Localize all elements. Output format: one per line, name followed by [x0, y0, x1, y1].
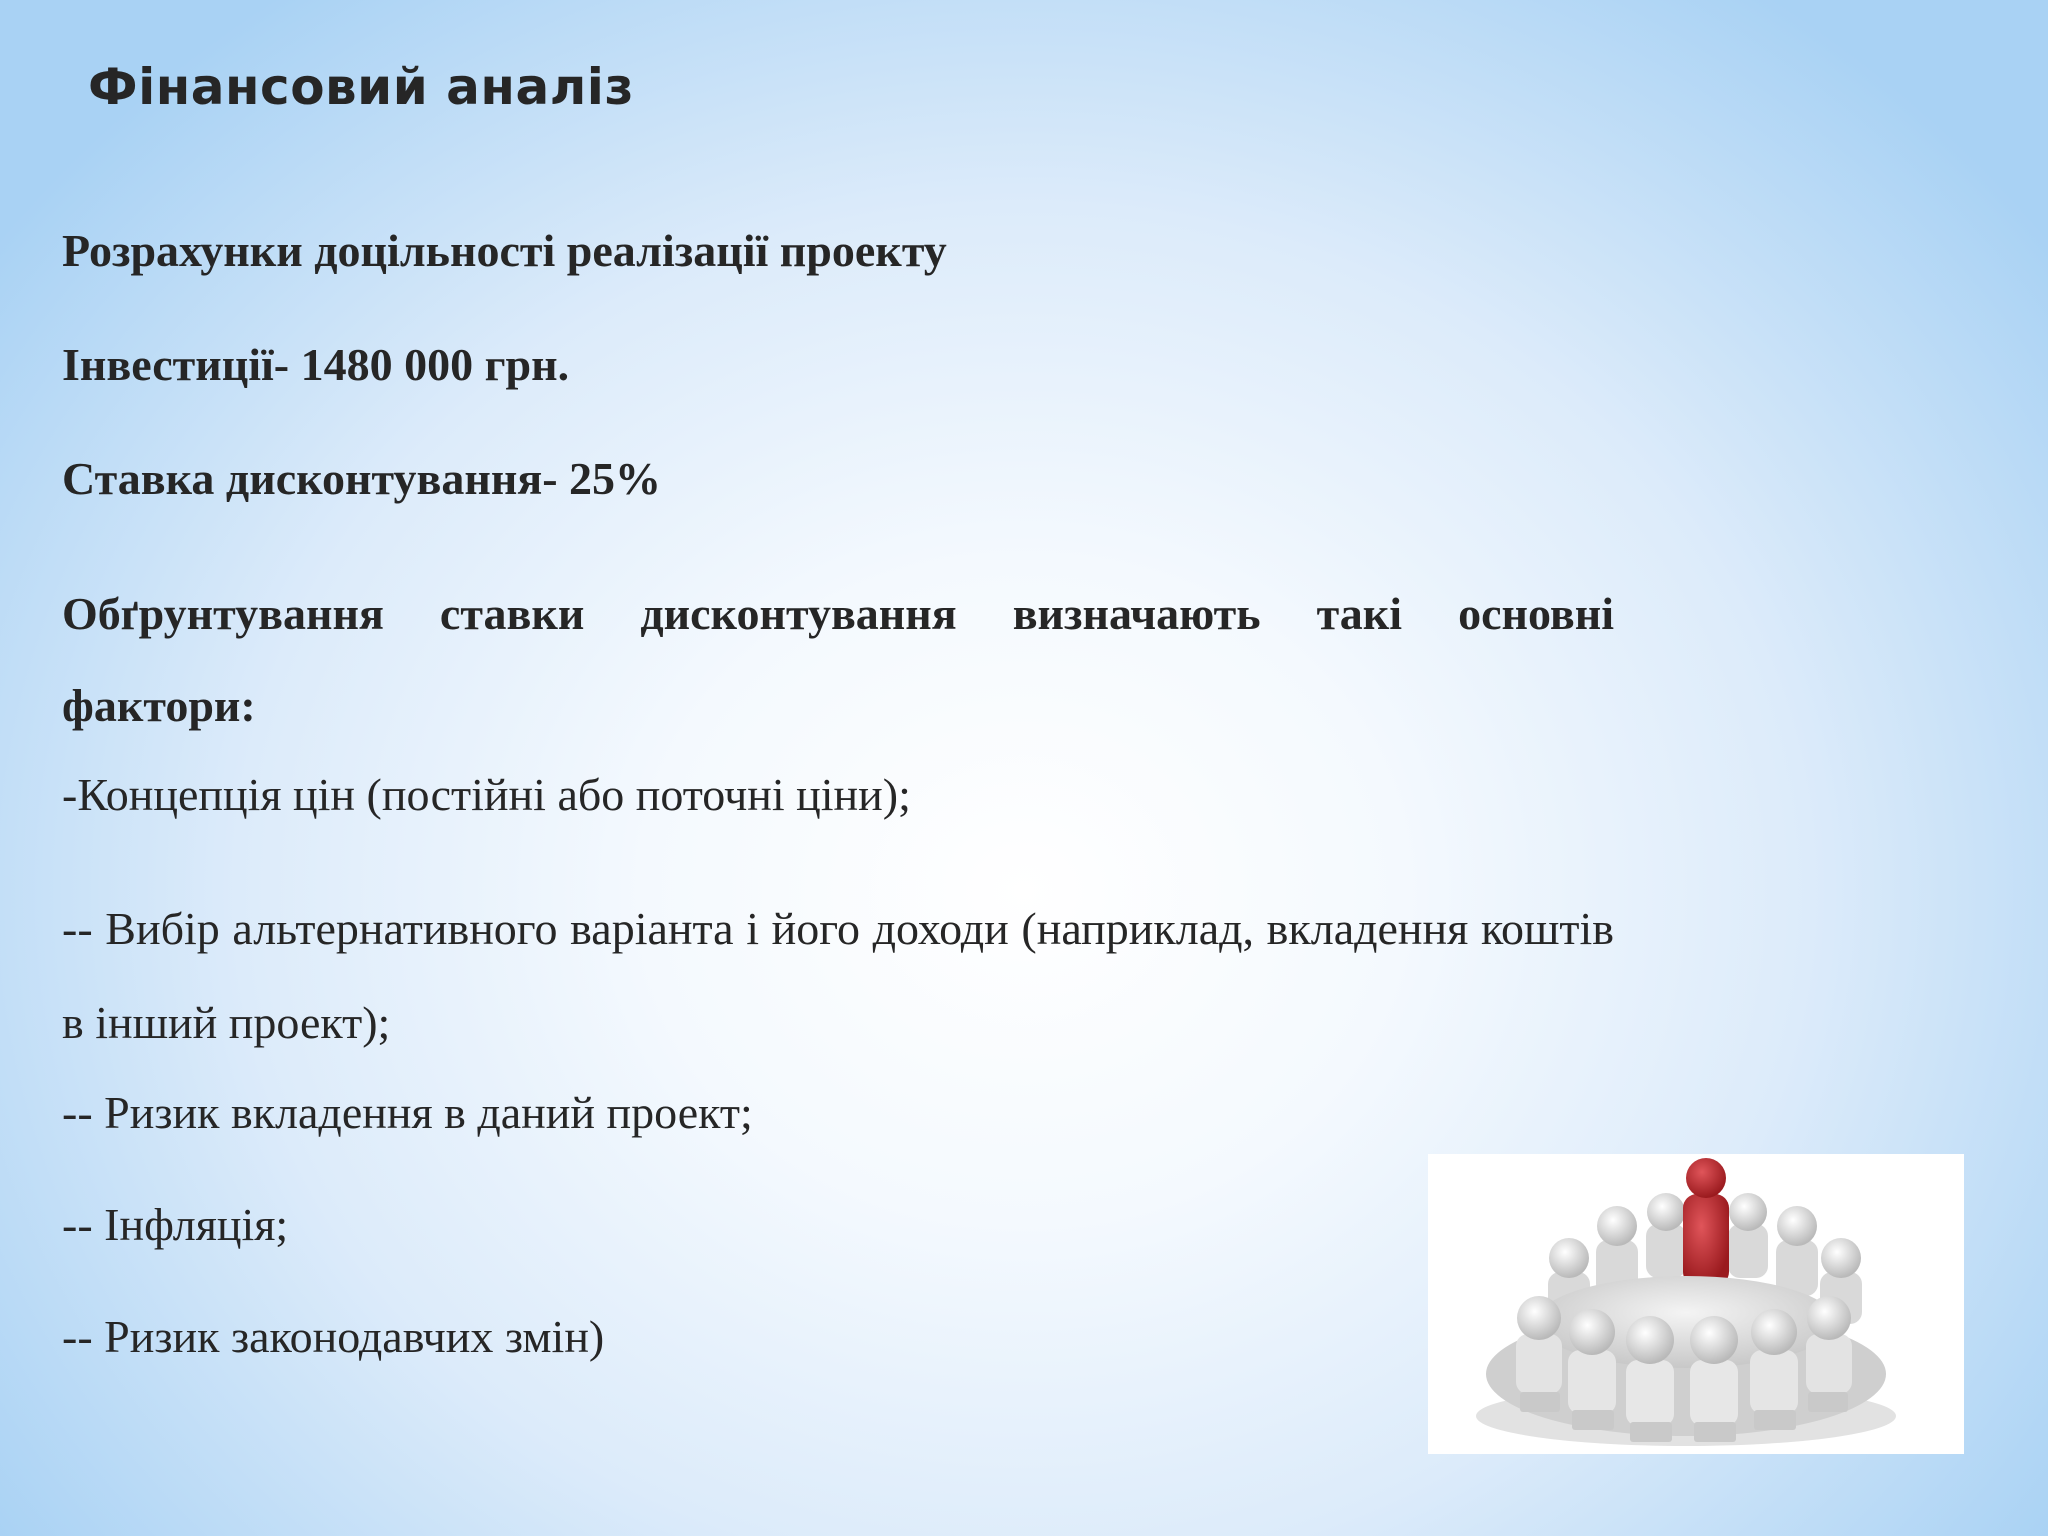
factor-item: -- Вибір альтернативного варіанта і його доходи (наприклад, вкладення коштів в інший проект); [62, 903, 1614, 1048]
factor-item: -- Інфляція; [62, 1199, 289, 1250]
team-meeting-graphic [1428, 1154, 1964, 1454]
body-heading: Розрахунки доцільності реалізації проекту [62, 225, 947, 276]
factor-item: -- Ризик вкладення в даний проект; [62, 1087, 753, 1138]
factor-item: -Концепція цін (постійні або поточні ціни); [62, 769, 911, 820]
leader-figure [1683, 1158, 1729, 1286]
slide-title: Фінансовий аналіз [88, 58, 634, 116]
investment-line: Інвестиції- 1480 000 грн. [62, 339, 570, 390]
team-meeting-icon [1428, 1154, 1964, 1454]
factors-intro: Обґрунтування ставки дисконтування визначають такі основні фактори: [62, 588, 1614, 731]
factor-item: -- Ризик законодавчих змін) [62, 1311, 605, 1362]
discount-rate-line: Ставка дисконтування- 25% [62, 453, 662, 504]
